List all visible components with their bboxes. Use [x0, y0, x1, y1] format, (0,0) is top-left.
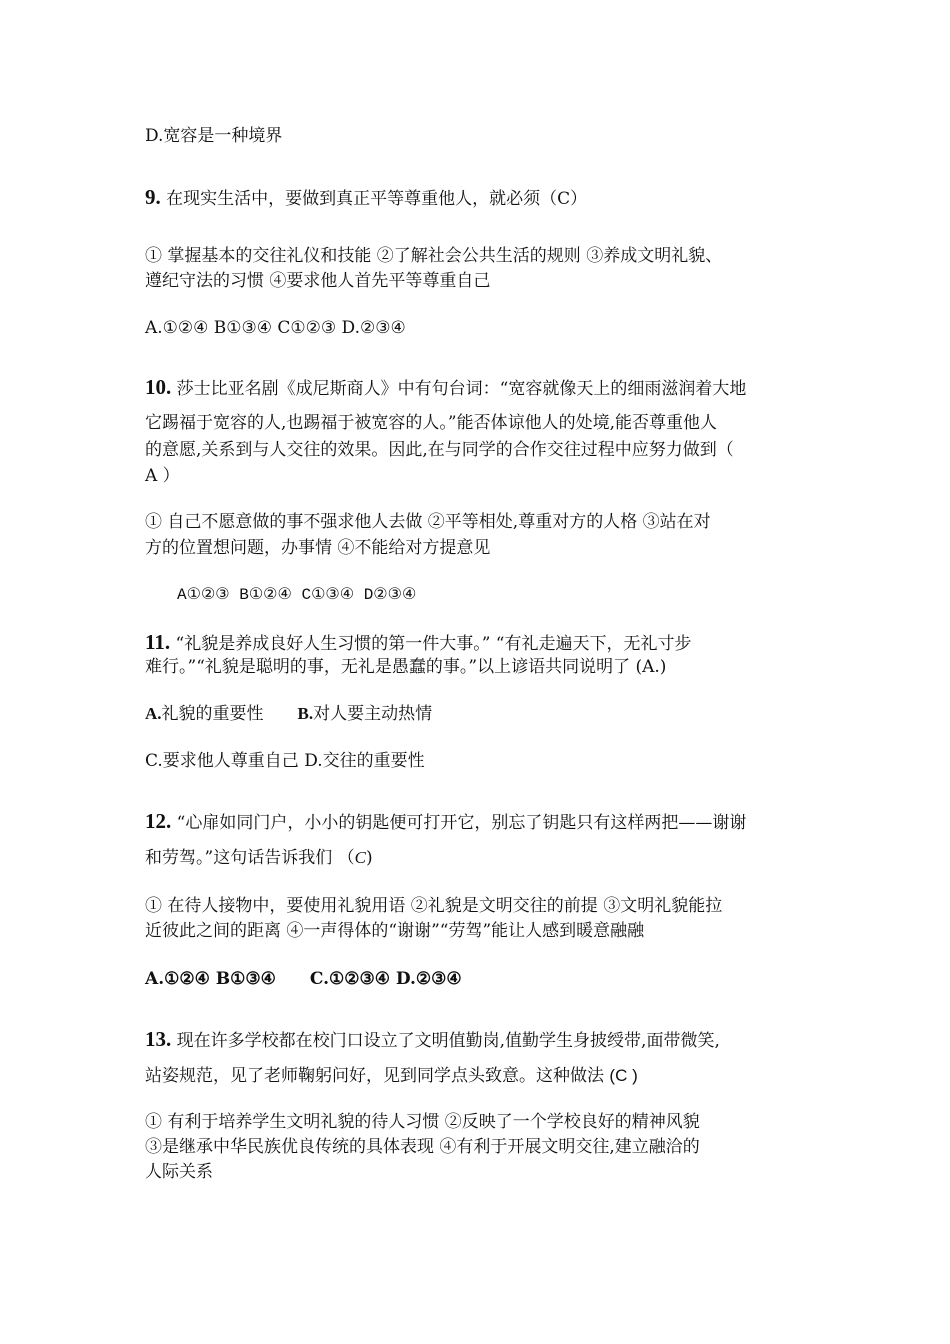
q12-options-line-2 — [145, 919, 825, 943]
q13-answer: (C ) — [609, 1066, 638, 1085]
q10-stem-text-3: 的意愿,关系到与人交往的效果。因此,在与同学的合作交往过程中应努力做到（ — [145, 440, 734, 460]
q13-options-text-3: 人际关系 — [145, 1162, 213, 1182]
q9-stem — [145, 185, 825, 211]
q11-choices-ab — [145, 702, 825, 726]
q10-stem-line-1 — [145, 375, 825, 401]
q12-options-text-2: 近彼此之间的距离 ④一声得体的“谢谢”“劳驾”能让人感到暖意融融 — [145, 921, 645, 941]
q10-stem-line-2 — [145, 411, 825, 435]
q11-choices-cd-text: C.要求他人尊重自己 D.交往的重要性 — [145, 751, 425, 771]
q10-stem-text-4: A ） — [145, 466, 180, 486]
q11-option-a-text: 礼貌的重要性 — [161, 704, 264, 724]
q13-stem-text-1: 现在许多学校都在校门口设立了文明值勤岗,值勤学生身披绶带,面带微笑, — [171, 1031, 720, 1051]
q13-stem-text-2: 站姿规范，见了老师鞠躬问好，见到同学点头致意。这种做法 — [145, 1066, 610, 1086]
q12-choices — [145, 967, 825, 991]
q12-stem-text-1: “心扉如同门户，小小的钥匙便可打开它，别忘了钥匙只有这样两把——谢谢 — [171, 813, 747, 833]
q12-options-text-1: ① 在待人接物中，要使用礼貌用语 ②礼貌是文明交往的前提 ③文明礼貌能拉 — [145, 896, 723, 916]
q9-options-text-2: 遵纪守法的习惯 ④要求他人首先平等尊重自己 — [145, 271, 491, 291]
q12-answer: C — [354, 848, 366, 867]
q13-stem-line-2 — [145, 1064, 825, 1088]
q11-stem-line-1 — [145, 630, 825, 656]
q12-choices-text-a: A.①②④ B①③④ — [145, 969, 276, 989]
q11-number: 11. — [145, 630, 171, 654]
q9-stem-text: 在现实生活中，要做到真正平等尊重他人，就必须（C） — [160, 189, 588, 209]
q13-options-text-2: ③是继承中华民族优良传统的具体表现 ④有利于开展文明交往,建立融洽的 — [145, 1137, 700, 1157]
q11-stem-line-2 — [145, 655, 825, 679]
q10-options-text-2: 方的位置想问题，办事情 ④不能给对方提意见 — [145, 538, 491, 558]
q11-stem-text-1: “礼貌是养成良好人生习惯的第一件大事。” “有礼走遍天下，无礼寸步 — [170, 634, 692, 654]
q11-option-b-text: 对人要主动热情 — [313, 704, 433, 724]
q12-stem-close: ) — [365, 848, 373, 868]
q10-stem-text-1: 莎士比亚名剧《成尼斯商人》中有句台词：“宽容就像天上的细雨滋润着大地 — [171, 379, 747, 399]
q9-choices — [145, 316, 825, 340]
q12-number: 12. — [145, 809, 172, 833]
q9-options-text-1: ① 掌握基本的交往礼仪和技能 ②了解社会公共生活的规则 ③养成文明礼貌、 — [145, 246, 723, 266]
q10-stem-text-2: 它踢福于宽容的人,也踢福于被宽容的人。”能否体谅他人的处境,能否尊重他人 — [145, 413, 717, 433]
q10-choices-text: A①②③ B①②④ C①③④ D②③④ — [177, 586, 417, 604]
q10-choices — [177, 583, 857, 607]
q9-number: 9. — [145, 185, 161, 209]
q9-choices-text: A.①②④ B①③④ C①②③ D.②③④ — [145, 318, 406, 338]
q8-option-d-text: D.宽容是一种境界 — [145, 126, 283, 146]
q13-options-line-3 — [145, 1160, 825, 1184]
q12-options-line-1 — [145, 894, 825, 918]
q11-option-a-label: A. — [145, 704, 162, 723]
q11-choices-cd — [145, 749, 825, 773]
q10-number: 10. — [145, 375, 172, 399]
q10-options-line-1 — [145, 510, 825, 534]
q13-number: 13. — [145, 1027, 172, 1051]
q13-stem-line-1 — [145, 1027, 825, 1053]
q13-options-line-1 — [145, 1110, 825, 1134]
q12-stem-line-1 — [145, 809, 825, 835]
q12-stem-text-2: 和劳驾。”这句话告诉我们 （ — [145, 848, 355, 868]
q9-options-line-1 — [145, 244, 825, 268]
q11-option-b-label: B. — [297, 704, 314, 723]
q12-choices-text-b: C.①②③④ D.②③④ — [309, 969, 462, 989]
q13-options-text-1: ① 有利于培养学生文明礼貌的待人习惯 ②反映了一个学校良好的精神风貌 — [145, 1112, 700, 1132]
q10-options-text-1: ① 自己不愿意做的事不强求他人去做 ②平等相处,尊重对方的人格 ③站在对 — [145, 512, 711, 532]
q10-stem-line-3 — [145, 438, 825, 462]
q11-stem-text-2: 难行。”“礼貌是聪明的事，无礼是愚蠢的事。”以上谚语共同说明了 (A.) — [145, 657, 667, 677]
q13-options-line-2 — [145, 1135, 825, 1159]
q12-stem-line-2 — [145, 846, 825, 870]
q9-options-line-2 — [145, 269, 825, 293]
q10-options-line-2 — [145, 536, 825, 560]
q10-stem-line-4 — [145, 464, 825, 488]
q8-option-d — [145, 124, 825, 148]
